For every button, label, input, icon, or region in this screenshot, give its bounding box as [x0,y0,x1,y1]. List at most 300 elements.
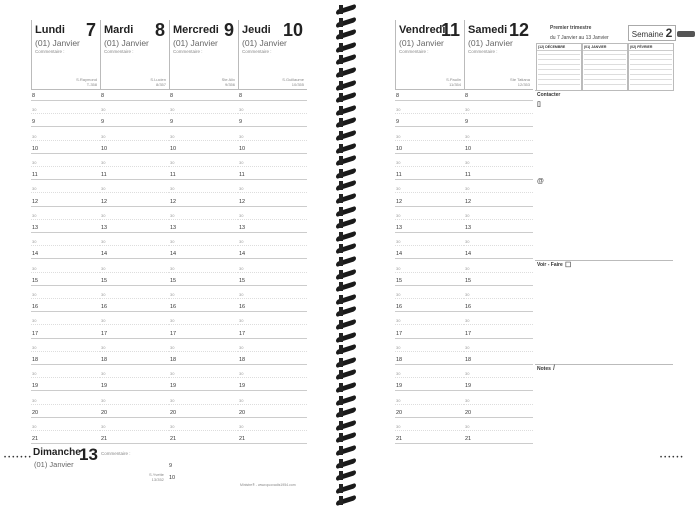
day-month: (01) Janvier [173,38,218,48]
spiral-coil [336,231,358,243]
hour-line [464,390,533,391]
half-hour-label: 30 [170,133,175,139]
phone-icon: ▯ [537,101,541,108]
contacter-section[interactable] [535,90,673,261]
half-hour-label: 30 [170,292,175,297]
hour-line [169,285,238,286]
half-hour-line [169,140,238,141]
hour-label: 12 [396,198,403,205]
hour-line [238,206,307,207]
half-hour-label: 30 [396,107,401,113]
day-number: 7 [85,20,96,40]
half-hour-line [169,219,238,220]
half-hour-line [395,351,464,352]
half-hour-line [464,404,533,405]
hour-label: 8 [170,93,174,99]
half-hour-label: 30 [239,239,244,245]
half-hour-label: 30 [32,371,37,377]
spiral-coil [336,168,358,180]
half-hour-line [169,245,238,246]
half-hour-line [395,166,464,167]
spiral-coil [336,281,358,293]
hour-line [238,311,307,312]
hour-line [464,232,533,233]
week-number: 2 [665,26,673,40]
spiral-coil [336,458,358,470]
half-hour-label: 30 [170,265,175,271]
mini-calendar-february[interactable] [628,43,674,91]
day-column-wednesday[interactable] [169,20,238,480]
spiral-coil [336,193,358,205]
half-hour-label: 30 [396,344,401,350]
half-hour-label: 30 [239,107,244,113]
voir-faire-section[interactable] [535,260,673,365]
hour-line [464,285,533,286]
half-hour-label: 30 [101,371,106,377]
half-hour-line [169,272,238,273]
comment-label: Commentaire : [468,49,498,54]
half-hour-line [31,377,100,378]
half-hour-label: 30 [396,424,401,429]
hour-label: 15 [465,277,472,284]
hour-line [238,390,307,391]
half-hour-line [395,404,464,405]
half-hour-label: 30 [396,160,401,165]
email-icon: @ [537,178,544,185]
hour-line [31,417,100,418]
half-hour-line [31,324,100,325]
hour-label: 8 [396,93,400,99]
hour-label: 12 [32,198,39,205]
spiral-coil [336,432,358,444]
hour-label: 20 [465,409,472,416]
hour-label: 14 [32,251,39,258]
hour-label: 15 [239,277,246,284]
half-hour-label: 30 [465,292,470,297]
hour-label: 20 [396,409,403,416]
half-hour-line [100,351,169,352]
hour-line [238,338,307,339]
half-hour-line [100,113,169,114]
half-hour-label: 30 [32,133,37,139]
day-name: Samedi [468,24,508,36]
hour-line [100,232,169,233]
half-hour-label: 30 [465,186,470,192]
half-hour-label: 30 [465,397,470,403]
hour-label: 10 [465,145,472,152]
hour-label: 13 [32,225,39,231]
hour-line [395,153,464,154]
hour-line [100,364,169,365]
hour-line [100,285,169,286]
hour-label: 8 [465,93,469,99]
comment-label: Commentaire : [242,49,272,54]
hour-line [464,126,533,127]
half-hour-label: 30 [465,424,470,429]
hour-label: 19 [170,383,177,390]
hour-line [464,206,533,207]
day-name: Mercredi [173,24,219,36]
day-month: (01) Janvier [399,38,444,48]
hour-line [169,338,238,339]
hour-line [395,285,464,286]
spiral-coil [336,445,358,457]
half-hour-label: 30 [101,397,106,403]
hour-line [169,153,238,154]
half-hour-label: 30 [170,424,175,429]
half-hour-line [464,324,533,325]
half-hour-line [100,219,169,220]
day-month: (01) Janvier [468,38,513,48]
half-hour-line [169,404,238,405]
spiral-coil [336,180,358,192]
half-hour-label: 30 [170,212,175,218]
hour-line [31,258,100,259]
hour-line [100,206,169,207]
day-column-saturday[interactable] [464,20,533,480]
hour-label: 11 [170,172,176,179]
day-number: 8 [154,20,165,40]
sunday-number: 13 [79,445,98,464]
hour-line [31,232,100,233]
hour-label: 15 [32,277,39,284]
half-hour-line [100,272,169,273]
hour-line [169,100,238,101]
hour-line [464,311,533,312]
spiral-coil [336,332,358,344]
day-column-tuesday[interactable] [100,20,169,480]
hour-line [464,417,533,418]
half-hour-line [464,430,533,431]
half-hour-line [395,113,464,114]
half-hour-label: 30 [465,133,470,139]
hour-line [464,179,533,180]
day-header [169,20,238,90]
notes-section[interactable] [535,364,673,481]
half-hour-label: 30 [101,318,106,324]
trimestre-label: Premier trimestre [550,25,592,31]
day-number: 11 [440,20,460,40]
half-hour-line [100,245,169,246]
spiral-coil [336,369,358,381]
half-hour-line [238,272,307,273]
contacter-label: Contacter [537,92,561,98]
hour-line [31,285,100,286]
spiral-coil [336,344,358,356]
half-hour-label: 30 [239,212,244,218]
hour-line [238,100,307,101]
half-hour-line [31,113,100,114]
day-column-thursday[interactable] [238,20,307,480]
mini-calendar-title: (02) FÉVRIER [629,44,673,51]
hour-label: 20 [32,409,39,416]
hour-label: 17 [465,330,472,337]
hour-label: 14 [239,251,246,258]
sunday-month: (01) Janvier [34,460,74,469]
day-saint: S.Lucien 8/357 [150,77,166,87]
spiral-coil [336,256,358,268]
half-hour-label: 30 [32,212,37,218]
half-hour-line [464,192,533,193]
half-hour-line [169,298,238,299]
day-column-friday[interactable] [395,20,464,480]
day-saint: Ste Tatiana 12/353 [510,77,530,87]
hour-line [169,417,238,418]
day-header [464,20,533,90]
hour-line [395,206,464,207]
half-hour-label: 30 [239,344,244,350]
half-hour-line [395,272,464,273]
hour-label: 19 [239,383,246,390]
hour-label: 10 [239,145,246,152]
half-hour-line [100,404,169,405]
half-hour-line [31,351,100,352]
hour-label: 21 [170,436,177,443]
corner-dots: ••••••• [4,455,33,461]
half-hour-label: 30 [32,344,37,350]
half-hour-label: 30 [396,212,401,218]
hour-label: 21 [396,436,403,443]
half-hour-label: 30 [101,239,106,245]
hour-line [169,232,238,233]
half-hour-line [238,166,307,167]
hour-label: 16 [32,304,39,311]
half-hour-label: 30 [396,397,401,403]
half-hour-line [31,166,100,167]
half-hour-line [169,324,238,325]
half-hour-line [169,430,238,431]
hour-line [395,232,464,233]
day-number: 10 [282,20,303,40]
hour-label: 18 [465,357,472,363]
half-hour-label: 30 [101,160,106,165]
half-hour-line [100,298,169,299]
hour-line [395,179,464,180]
half-hour-label: 30 [32,424,37,429]
comment-label: Commentaire : [104,49,134,54]
half-hour-label: 30 [239,160,244,165]
half-hour-line [31,219,100,220]
hour-label: 17 [170,330,177,337]
day-header [31,20,100,90]
hour-label: 10 [396,145,403,152]
hour-line [464,364,533,365]
spiral-coil [336,29,358,41]
spiral-coil [336,420,358,432]
half-hour-label: 30 [396,265,401,271]
day-column-monday[interactable] [31,20,100,480]
hour-label: 20 [170,409,177,416]
hour-label: 12 [239,198,246,205]
half-hour-label: 30 [396,371,401,377]
hour-label: 17 [101,330,108,337]
hour-line [238,232,307,233]
half-hour-label: 30 [170,186,175,192]
spiral-coil [336,155,358,167]
hour-label: 16 [396,304,403,311]
spiral-coil [336,17,358,29]
hour-line [100,417,169,418]
week-sidebar [535,20,673,480]
half-hour-label: 30 [32,186,37,192]
hour-label: 14 [465,251,472,258]
hour-label: 8 [101,93,105,99]
hour-label: 9 [170,119,174,126]
half-hour-line [464,140,533,141]
half-hour-line [464,219,533,220]
spiral-coil [336,243,358,255]
spiral-coil [336,105,358,117]
half-hour-line [31,245,100,246]
bookmark-tab[interactable] [677,31,695,37]
hour-label: 11 [32,172,38,179]
spiral-coil [336,54,358,66]
hour-label: 20 [101,409,108,416]
half-hour-label: 30 [32,265,37,271]
half-hour-line [464,377,533,378]
hour-label: 18 [239,357,246,363]
half-hour-line [31,272,100,273]
hour-line [169,206,238,207]
half-hour-line [169,351,238,352]
hour-label: 16 [170,304,177,311]
spiral-coil [336,357,358,369]
spiral-coil [336,42,358,54]
hour-label: 16 [239,304,246,311]
hour-label: 14 [170,251,177,258]
half-hour-line [238,140,307,141]
half-hour-label: 30 [396,186,401,192]
comment-label: Commentaire : [399,49,429,54]
left-page [0,0,338,508]
sunday-box[interactable] [31,445,331,481]
half-hour-line [464,166,533,167]
spiral-coil [336,206,358,218]
hour-line [169,179,238,180]
half-hour-line [464,298,533,299]
half-hour-line [169,166,238,167]
day-saint: S.Paulin 11/354 [446,77,461,87]
hour-line [169,126,238,127]
spiral-coil [336,269,358,281]
hour-line [395,364,464,365]
hour-label: 21 [465,436,472,443]
hour-line [464,338,533,339]
hour-line [100,100,169,101]
hour-line [395,417,464,418]
hour-line [31,126,100,127]
spiral-coil [336,130,358,142]
half-hour-line [395,219,464,220]
hour-label: 9 [465,119,469,126]
hour-line [100,258,169,259]
hour-label: 12 [465,198,472,205]
day-saint: Ste Alix 9/356 [221,77,235,87]
hour-line [238,153,307,154]
hour-line [31,153,100,154]
footer-credit: Ministre® - www.quovadis1954.com [240,483,296,487]
spiral-binding [334,0,360,508]
hour-label: 17 [239,330,246,337]
hour-label: 15 [170,277,177,284]
half-hour-line [31,140,100,141]
hour-line [238,285,307,286]
half-hour-label: 30 [239,424,244,429]
half-hour-line [395,430,464,431]
day-name: Lundi [35,24,65,36]
day-number: 12 [508,20,529,40]
mini-calendar-december[interactable] [536,43,582,91]
half-hour-label: 30 [465,344,470,350]
half-hour-label: 30 [465,265,470,271]
notes-label: Notes [537,366,551,372]
checkbox-icon: ☐ [565,262,572,269]
half-hour-label: 30 [101,292,106,297]
spiral-coil [336,218,358,230]
half-hour-line [238,351,307,352]
hour-label: 9 [101,119,105,126]
half-hour-line [238,298,307,299]
hour-line [238,126,307,127]
half-hour-line [31,404,100,405]
half-hour-label: 30 [239,397,244,403]
half-hour-line [238,113,307,114]
half-hour-label: 30 [170,160,175,165]
half-hour-label: 30 [170,239,175,245]
half-hour-line [238,324,307,325]
hour-line [31,338,100,339]
hour-line [238,364,307,365]
day-month: (01) Janvier [35,38,80,48]
half-hour-line [395,192,464,193]
hour-label: 21 [239,436,246,443]
spiral-coil [336,407,358,419]
sunday-hour: 10 [169,475,176,481]
half-hour-label: 30 [170,397,175,403]
half-hour-label: 30 [32,292,37,297]
hour-label: 17 [32,330,39,337]
hour-label: 11 [396,172,402,179]
half-hour-label: 30 [101,212,106,218]
hour-line [395,390,464,391]
half-hour-label: 30 [170,318,175,324]
hour-line [464,100,533,101]
mini-calendar-title: (01) JANVIER [583,44,627,51]
hour-line [464,443,533,444]
half-hour-label: 30 [465,212,470,218]
day-header [238,20,307,90]
hour-line [169,258,238,259]
hour-label: 9 [239,119,243,126]
day-number: 9 [223,20,234,40]
hour-label: 21 [32,436,39,443]
hour-line [169,311,238,312]
hour-label: 8 [239,93,243,99]
half-hour-line [464,272,533,273]
week-range: du 7 Janvier au 13 Janvier [550,35,609,41]
hour-label: 13 [101,225,108,231]
half-hour-label: 30 [32,107,37,113]
hour-label: 18 [170,357,177,363]
half-hour-label: 30 [101,186,106,192]
hour-label: 19 [465,383,472,390]
half-hour-line [31,298,100,299]
comment-label: Commentaire : [35,49,65,54]
mini-calendar-january[interactable] [582,43,628,91]
hour-label: 11 [465,172,471,179]
half-hour-line [100,324,169,325]
half-hour-line [238,430,307,431]
